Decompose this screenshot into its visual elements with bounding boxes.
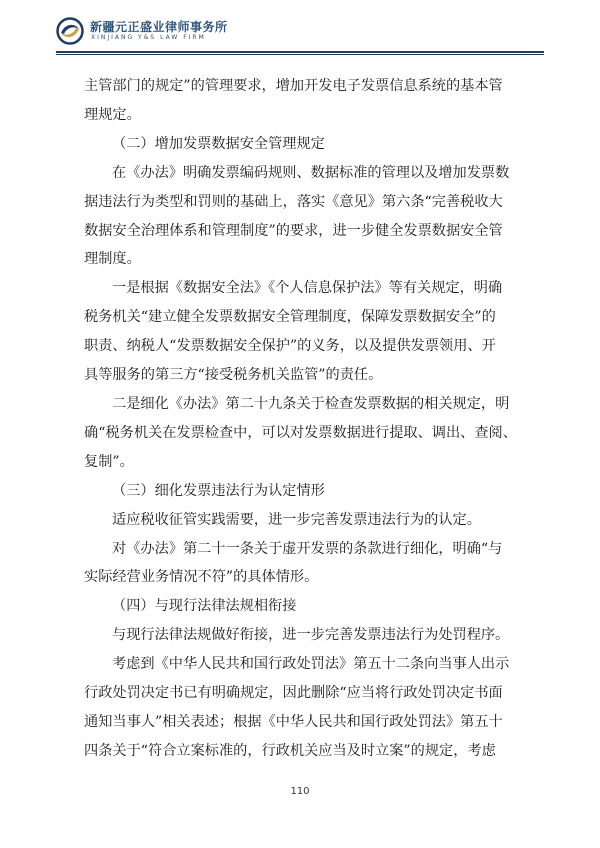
firm-name-cn: 新疆元正盛业律师事务所: [90, 20, 228, 34]
text-line: 税务机关“建立健全发票数据安全管理制度，保障发票数据安全”的: [84, 309, 496, 326]
text-line: （三）细化发票违法行为认定情形: [112, 482, 325, 499]
text-line: 四条关于“符合立案标准的，行政机关应当及时立案”的规定，考虑: [84, 742, 496, 759]
header-rule-thin: [56, 54, 544, 55]
text-line: 通知当事人”相关表述；根据《中华人民共和国行政处罚法》第五十: [84, 713, 503, 730]
text-line: 复制”。: [84, 453, 134, 470]
page-number: 110: [290, 786, 310, 797]
text-line: 行政处罚决定书已有明确规定，因此删除“应当将行政处罚决定书面: [84, 685, 503, 702]
text-line: 据违法行为类型和罚则的基础上，落实《意见》第六条“完善税收大: [84, 193, 503, 210]
text-line: 数据安全治理体系和管理制度”的要求，进一步健全发票数据安全管: [84, 222, 503, 239]
firm-logo-icon: [56, 17, 84, 45]
text-line: 理规定。: [84, 106, 141, 123]
text-line: 与现行法律法规做好衔接，进一步完善发票违法行为处罚程序。: [112, 627, 510, 644]
text-line: 适应税收征管实践需要，进一步完善发票违法行为的认定。: [112, 511, 481, 528]
text-line: 对《办法》第二十一条关于虚开发票的条款进行细化，明确“与: [112, 540, 503, 557]
text-line: 考虑到《中华人民共和国行政处罚法》第五十二条向当事人出示: [112, 656, 510, 673]
firm-name-en: XINJIANG Y&S LAW FIRM: [91, 34, 206, 41]
text-line: 职责、纳税人“发票数据安全保护”的义务，以及提供发票领用、开: [84, 338, 496, 355]
page-header: [56, 14, 544, 54]
header-rule: [56, 51, 544, 53]
text-line: （四）与现行法律法规相衔接: [112, 598, 297, 615]
text-line: 主管部门的规定”的管理要求，增加开发电子发票信息系统的基本管: [84, 78, 503, 94]
document-body: [84, 72, 524, 766]
text-line: 一是根据《数据安全法》《个人信息保护法》等有关规定，明确: [112, 280, 503, 297]
text-line: 在《办法》明确发票编码规则、数据标准的管理以及增加发票数: [112, 164, 510, 181]
text-line: 实际经营业务情况不符”的具体情形。: [84, 569, 319, 586]
text-line: 具等服务的第三方“接受税务机关监管”的责任。: [84, 367, 383, 384]
text-line: 确“税务机关在发票检查中，可以对发票数据进行提取、调出、查阅、: [84, 424, 517, 441]
text-line: 理制度。: [84, 251, 141, 268]
text-line: 二是细化《办法》第二十九条关于检查发票数据的相关规定，明: [112, 395, 510, 412]
text-line: （二）增加发票数据安全管理规定: [112, 135, 325, 152]
